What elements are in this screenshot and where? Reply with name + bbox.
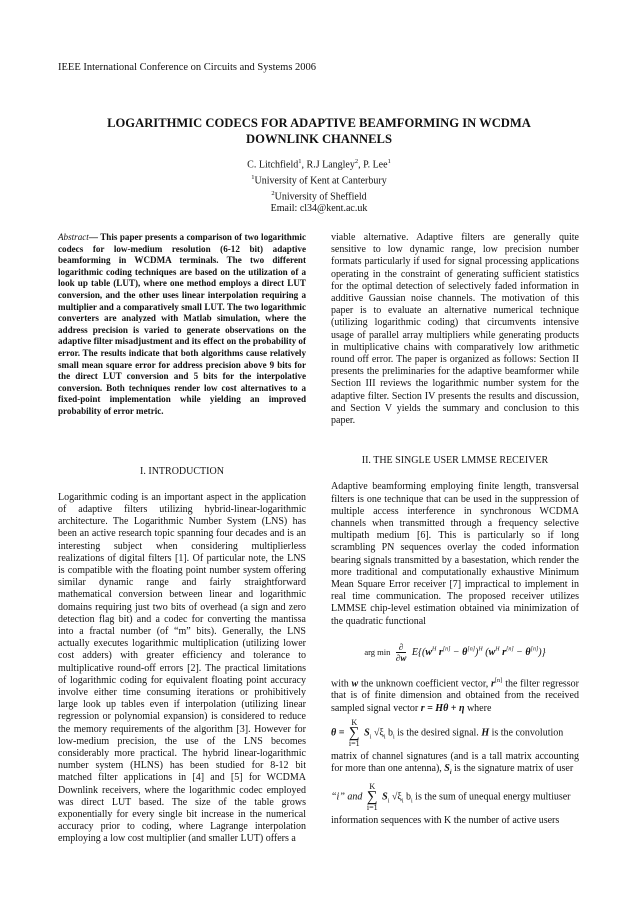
- intro-continued: viable alternative. Adaptive filters are generally quite sensitive to low dynamic range, low precision number formats particularly if used for signal processing applications operating in the constraint of generating sufficient statistics for the optimal detection of selectively faded information in additive Gaussian noise channels. The motivation of this paper is to evaluate an alternative numerical technique (utilizing logarithmic coding) that circumvents intensive usage of parallel array multipliers while generating products in multiplicative chains with comparatively low arithmetic round off error. The paper is organized as follows: Section II presents the preliminaries for the adaptive beamformer while Section III reviews the logarithmic number system for the adaptive filter. Section IV presents the results and discussion, and Section V yields the summary and conclusion to this paper.: [331, 232, 579, 427]
- aff2-sup: 2: [271, 189, 275, 197]
- section-1-heading: I. INTRODUCTION: [140, 465, 224, 477]
- eq-expression: $E\{(w^H$ r[n] − θ[n])$^H$ ($w^H$ r[n] − θ[n])}: [411, 646, 546, 658]
- sum-symbol-2: K ∑ i=1: [366, 782, 378, 813]
- author-2-sup: 2: [354, 158, 359, 165]
- with-text: with w the unknown coefficient vector, r[n] the filter regressor that is of finite dimension and obtained from the received sampled signal vector r = Hθ + η where: [331, 676, 579, 714]
- section-1-body: Logarithmic coding is an important aspect in the application of adaptive filters utilizing hybrid-linear-logarithmic architecture. The Logarithmic Number System (LNS) has been an active research topic spanning four decades and is an interesting subject when considering multiplierless realizations of digital filters [1]. Of particular note, the LNS is compatible with the floating point number system offering similar dynamic range and fairly straightforward mathematical conversion between linear and logarithmic domains requiring just two bits of overhead (a sign and zero detection flag bit) and a codec for converting the mantissa into a fractal number (of “m” bits). Generally, the LNS actually executes logarithmic multiplication (utilizing lower cost adders) with greater efficiency and tolerance to multiplicative round-off errors [2]. The practical limitations of logarithmic coding for equivalent floating point accuracy involve either time consuming iterations or prohibitively large look up tables even if interpolation (utilizing linear regression or polynomial expansion) is considered to reduce the memory requirements of the algorithm [3]. However for low-medium precision, the use of the LNS becomes considerably more practical. The hybrid linear-logarithmic number system (HLNS) has been studied for 8-12 bit matched filter applications in [4] and [5] for WCDMA Downlink receivers, where the logarithmic codec employed was direct LUT based. The size of the table grows exponentially for every single bit increase in the numerical accuracy prior to coding, where Lagrange interpolation employing a low cost multiplier (and smaller LUT) offers a: [58, 491, 306, 845]
- eq-partial-bottom: ∂w: [395, 652, 407, 663]
- author-block: [60, 156, 578, 216]
- author-2: , R.J Langley: [301, 159, 355, 171]
- quadratic-functional-equation: [331, 642, 579, 663]
- section-2-body: Adaptive beamforming employing finite length, transversal filters is one technique that can be used in the suppression of multiple access interference in synchronous WCDMA channels when transmitted through a frequency selective multipath medium [6]. This is particularly so if long scrambling PN sequences overlay the coded information bearing signals transmitted by a basestation, which render the more traditional and computationally exhaustive Minimum Mean Square Error receiver [7] impractical to implement in real time communication. The proposed receiver utilizes LMMSE chip-level estimation obtained via minimization of the quadratic functional: [331, 481, 579, 627]
- author-1: C. Litchfield: [247, 159, 299, 171]
- eq-argmin: arg min: [364, 646, 391, 657]
- theta-definition: θ = K ∑ i=1 $S_i$ $√\xi_i$ $b_i$ is the desired signal. H is the convolution: [331, 717, 564, 748]
- section-2-heading: II. THE SINGLE USER LMMSE RECEIVER: [361, 455, 549, 467]
- info-text: information sequences with K the number of active users: [331, 815, 560, 827]
- author-email: Email: cl34@kent.ac.uk: [270, 203, 368, 215]
- right-column: [331, 232, 579, 827]
- abstract-dash: —: [88, 232, 98, 242]
- affiliation-2: [60, 188, 578, 204]
- affiliation-1: [60, 172, 578, 188]
- abstract-label: Abstract: [58, 232, 89, 242]
- aff2-text: University of Sheffield: [274, 190, 367, 202]
- left-column: [58, 232, 306, 846]
- eq-partial-fraction: [396, 642, 406, 663]
- sum-symbol-1: K ∑ i=1: [348, 717, 360, 748]
- author-names: [60, 156, 578, 172]
- title-line-1: LOGARITHMIC CODECS FOR ADAPTIVE BEAMFORMING IN WCDMA: [107, 116, 531, 130]
- abstract-text: This paper presents a comparison of two logarithmic codecs for low-medium resolution (6-12 bit) adaptive beamforming in WCDMA terminals. The two different logarithmic coding techniques are based on the utilization of a look up table (LUT), where one method employs a direct LUT conversion, and the other uses linear interpolation requiring a multiplier and a comparatively small LUT. The two logarithmic converters are analyzed with Matlab simulation, where the address precision is varied to generate observations on the adaptive filter misadjustment and its effect on the probability of error. The results indicate that both algorithms cause relatively small mean square error for address precision above 9 bits for the direct LUT conversion and 5 bits for the interpolative conversion. Both techniques render low cost alternatives to a fixed-point implementation while yielding an improved probability of error metric.: [58, 232, 306, 416]
- title-line-2: DOWNLINK CHANNELS: [246, 132, 392, 146]
- matrix-text: matrix of channel signatures (and is a tall matrix accounting for more than one antenna), $S_i$ is the signature matrix of user: [331, 750, 579, 777]
- author-1-sup: 1: [298, 158, 302, 165]
- author-3: , P. Lee: [358, 159, 388, 171]
- user-sum-text: “i” and K ∑ i=1 $S_i$ $√\xi_i$ $b_i$ is the sum of unequal energy multiuser: [331, 782, 571, 813]
- conference-header: IEEE International Conference on Circuits and Systems 2006: [58, 62, 317, 73]
- aff1-text: University of Kent at Canterbury: [254, 175, 387, 187]
- paper-title: [60, 115, 578, 147]
- aff1-sup: 1: [251, 173, 255, 181]
- author-3-sup: 1: [387, 158, 391, 165]
- eq-partial-top: ∂: [396, 642, 406, 653]
- abstract: [58, 232, 306, 418]
